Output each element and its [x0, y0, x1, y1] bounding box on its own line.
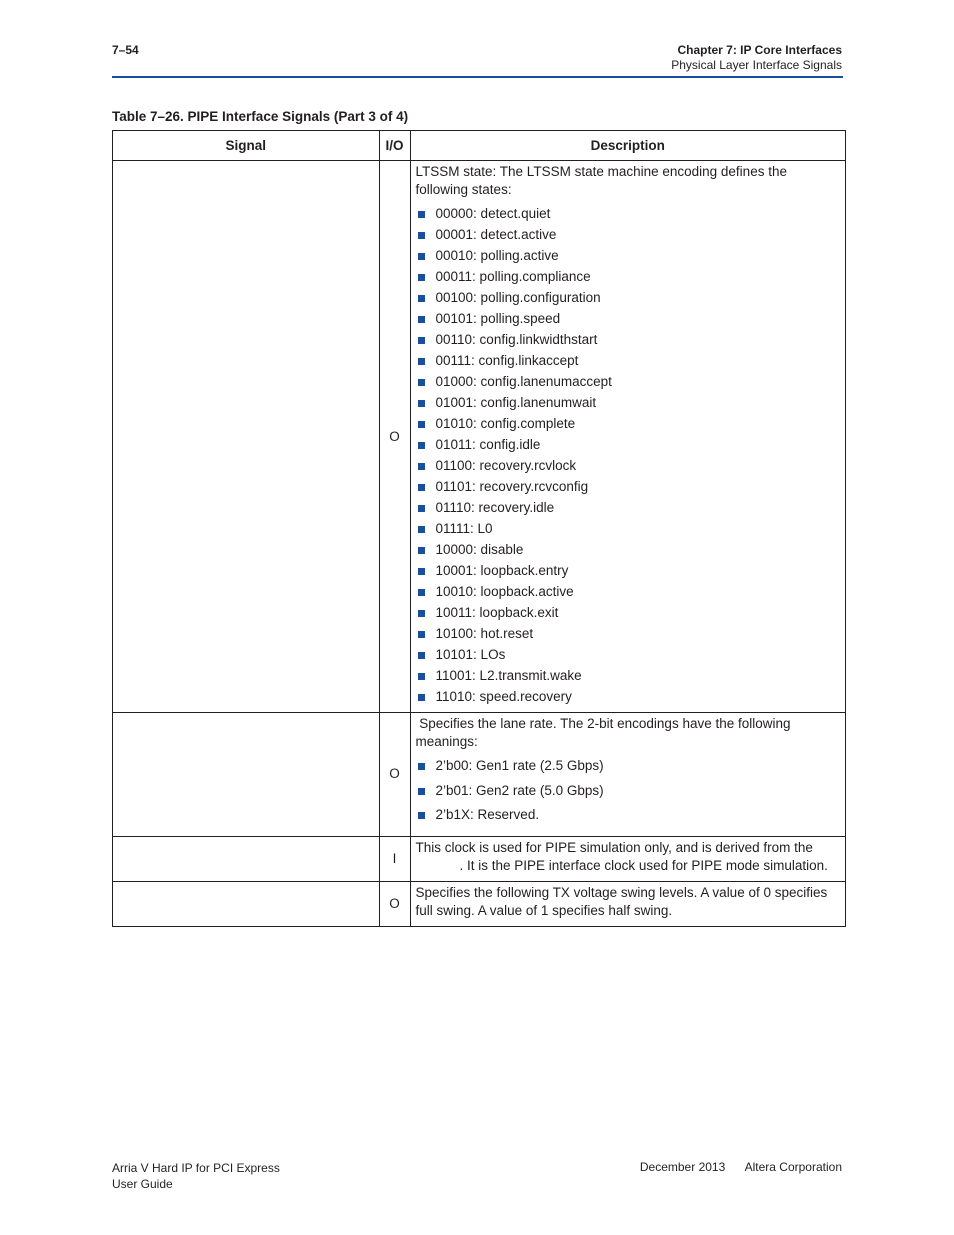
header-rule	[112, 76, 843, 78]
section-title: Physical Layer Interface Signals	[671, 58, 842, 72]
list-item: 00110: config.linkwidthstart	[416, 331, 840, 352]
column-header-description: Description	[410, 131, 845, 161]
signal-cell	[113, 713, 380, 837]
description-intro: LTSSM state: The LTSSM state machine encoding defines the following states:	[415, 164, 787, 197]
list-item: 01110: recovery.idle	[416, 499, 840, 520]
product-name: Arria V Hard IP for PCI Express	[112, 1161, 280, 1175]
list-item: 01000: config.lanenumaccept	[416, 373, 840, 394]
list-item: 00001: detect.active	[416, 226, 840, 247]
list-item: 01111: L0	[416, 520, 840, 541]
column-header-io: I/O	[379, 131, 410, 161]
list-item: 2’b01: Gen2 rate (5.0 Gbps)	[416, 782, 840, 807]
list-item: 00000: detect.quiet	[416, 205, 840, 226]
list-item: 01101: recovery.rcvconfig	[416, 478, 840, 499]
chapter-title: Chapter 7: IP Core Interfaces	[677, 43, 842, 57]
column-header-signal: Signal	[113, 131, 380, 161]
list-item: 10000: disable	[416, 541, 840, 562]
description-line: This clock is used for PIPE simulation only, and is derived from the	[415, 839, 813, 855]
running-header	[671, 43, 842, 73]
table-row	[113, 881, 846, 926]
list-item: 10010: loopback.active	[416, 583, 840, 604]
description-cell	[410, 836, 845, 881]
list-item: 01001: config.lanenumwait	[416, 394, 840, 415]
signal-cell	[113, 836, 380, 881]
list-item: 00010: polling.active	[416, 247, 840, 268]
page-number: 7–54	[112, 43, 139, 57]
list-item: 10100: hot.reset	[416, 625, 840, 646]
list-item: 00111: config.linkaccept	[416, 352, 840, 373]
io-cell: I	[379, 836, 410, 881]
table-row	[113, 836, 846, 881]
description-cell	[410, 161, 845, 713]
description-cell: Specifies the following TX voltage swing levels. A value of 0 specifies full swing. A value of 1 specifies half swing.	[410, 881, 845, 926]
description-line: . It is the PIPE interface clock used for PIPE mode simulation.	[459, 857, 828, 873]
company-name: Altera Corporation	[744, 1160, 842, 1174]
description-cell	[410, 713, 845, 837]
signal-cell	[113, 881, 380, 926]
list-item: 00101: polling.speed	[416, 310, 840, 331]
io-cell: O	[379, 713, 410, 837]
list-item: 00100: polling.configuration	[416, 289, 840, 310]
list-item: 2’b1X: Reserved.	[416, 806, 840, 831]
rate-encoding-list	[416, 757, 840, 831]
table-caption: Table 7–26. PIPE Interface Signals (Part 3 of 4)	[112, 109, 409, 124]
list-item: 10101: LOs	[416, 646, 840, 667]
io-cell: O	[379, 161, 410, 713]
list-item: 10011: loopback.exit	[416, 604, 840, 625]
publication-date: December 2013	[639, 1160, 726, 1174]
footer-left	[112, 1160, 280, 1192]
list-item: 11010: speed.recovery	[416, 688, 840, 709]
table-header-row	[113, 131, 846, 161]
list-item: 00011: polling.compliance	[416, 268, 840, 289]
pipe-signals-table	[112, 130, 846, 927]
io-cell: O	[379, 881, 410, 926]
list-item: 10001: loopback.entry	[416, 562, 840, 583]
list-item: 11001: L2.transmit.wake	[416, 667, 840, 688]
footer-right	[640, 1160, 842, 1174]
document-type: User Guide	[112, 1177, 173, 1191]
list-item: 01100: recovery.rcvlock	[416, 457, 840, 478]
signal-cell	[113, 161, 380, 713]
list-item: 2’b00: Gen1 rate (2.5 Gbps)	[416, 757, 840, 782]
ltssm-state-list	[416, 205, 840, 709]
list-item: 01010: config.complete	[416, 415, 840, 436]
table-row	[113, 713, 846, 837]
description-intro: Specifies the lane rate. The 2-bit encodings have the following meanings:	[415, 716, 795, 749]
list-item: 01011: config.idle	[416, 436, 840, 457]
table-row	[113, 161, 846, 713]
